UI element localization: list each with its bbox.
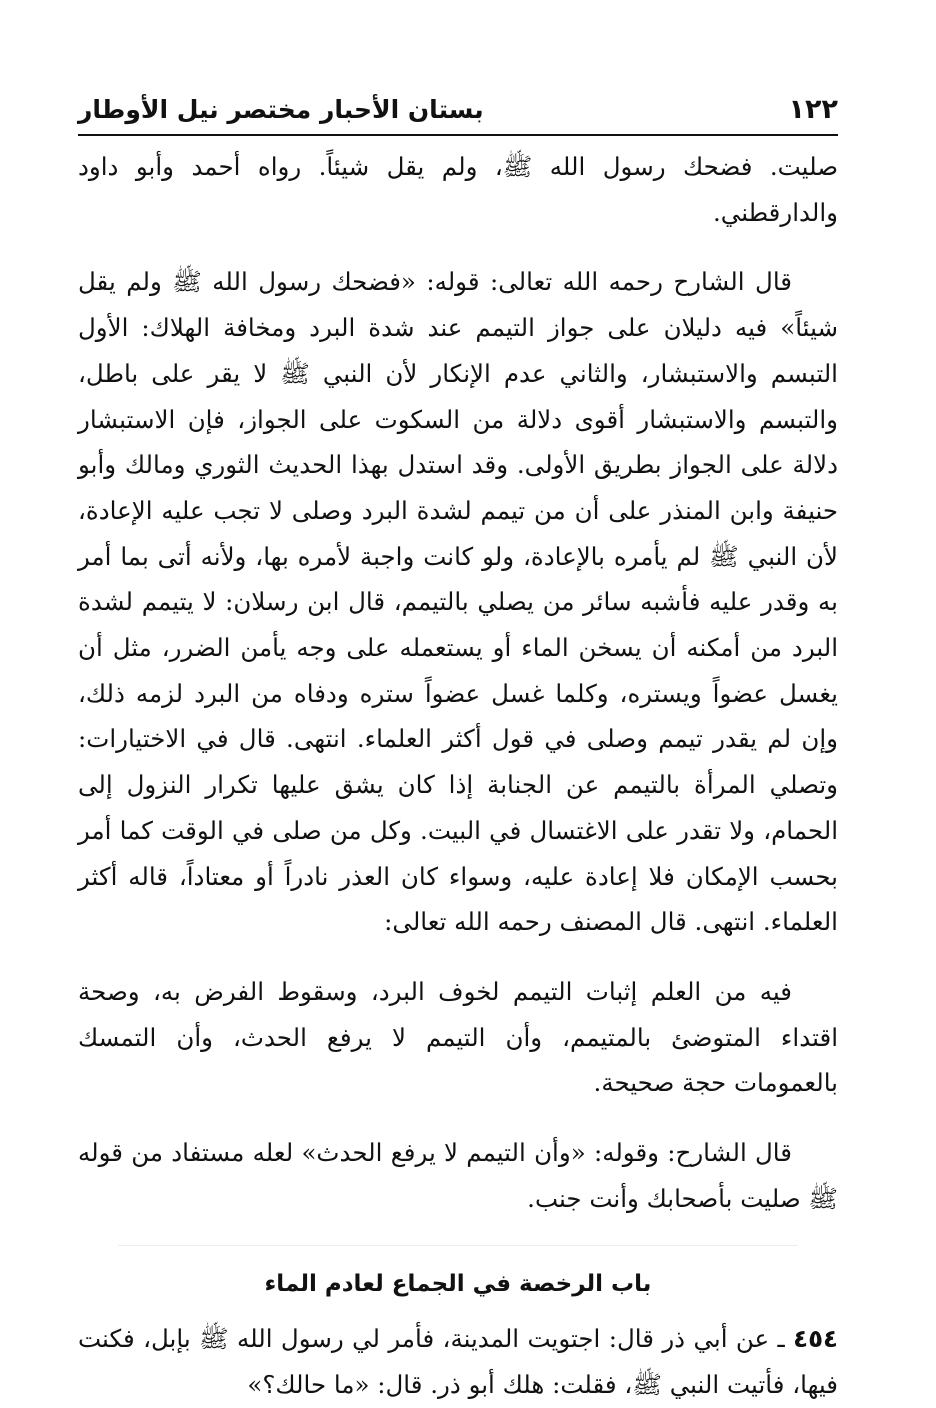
hadith-text: ـ عن أبي ذر قال: اجتويت المدينة، فأمر لي رسول الله ﷺ بإبل، فكنت فيها، فأتيت النبي ﷺ، فقلت: هلك أبو ذر. قال: «ما حالك؟» — [78, 1324, 838, 1400]
section-divider — [118, 1245, 798, 1246]
book-page — [78, 86, 838, 1408]
paragraph-gap — [78, 945, 838, 969]
chapter-heading: باب الرخصة في الجماع لعادم الماء — [264, 1271, 652, 1298]
paragraph-gap — [78, 1106, 838, 1130]
paragraph-gap — [78, 235, 838, 259]
paragraph-author-benefits: فيه من العلم إثبات التيمم لخوف البرد، وسقوط الفرض به، وصحة اقتداء المتوضئ بالمتيمم، وأن التيمم لا يرفع الحدث، وأن التمسك بالعمومات حجة صحيحة. — [78, 976, 838, 1098]
book-title: بستان الأحبار مختصر نيل الأوطار — [78, 95, 484, 124]
hadith-number: ٤٥٤ — [793, 1324, 838, 1354]
paragraph-commentary: قال الشارح رحمه الله تعالى: قوله: «فضحك رسول الله ﷺ ولم يقل شيئاً» فيه دليلان على جواز التيمم عند شدة البرد ومخافة الهلاك: الأول التبسم والاستبشار، والثاني عدم الإنكار لأن النبي ﷺ لا يقر على باطل، والتبسم والاستبشار أقوى دلالة من السكوت على الجواز، فإن الاستبشار دلالة على الجواز بطريق الأولى. وقد استدل بهذا الحديث الثوري ومالك وأبو حنيفة وابن المنذر على أن من تيمم لشدة البرد وصلى لا تجب عليه الإعادة، لأن النبي ﷺ لم يأمره بالإعادة، ولو كانت واجبة لأمره بها، ولأنه أتى بما أمر به وقدر عليه فأشبه سائر من يصلي بالتيمم، قال ابن رسلان: لا يتيمم لشدة البرد من أمكنه أن يسخن الماء أو يستعمله على وجه يأمن الضرر، مثل أن يغسل عضواً ويستره، وكلما غسل عضواً ستره ودفاه من البرد لزمه ذلك، وإن لم يقدر تيمم وصلى في قول أكثر العلماء. انتهى. قال في الاختيارات: وتصلي المرأة بالتيمم عن الجنابة إذا كان يشق عليها تكرار النزول إلى الحمام، ولا تقدر على الاغتسال في البيت. وكل من صلى في الوقت كما أمر بحسب الإمكان فلا إعادة عليه، وسواء كان العذر نادراً أو معتاداً، قاله أكثر العلماء. انتهى. قال المصنف رحمه الله تعالى: — [78, 267, 838, 937]
page-body — [78, 144, 838, 1408]
paragraph-commentary-note: قال الشارح: وقوله: «وأن التيمم لا يرفع الحدث» لعله مستفاد من قوله ﷺ صليت بأصحابك وأنت جنب. — [78, 1138, 838, 1213]
paragraph-hadith-454 — [78, 1316, 838, 1407]
paragraph-hadith-end: صليت. فضحك رسول الله ﷺ، ولم يقل شيئاً. رواه أحمد وأبو داود والدارقطني. — [78, 152, 838, 227]
running-header — [78, 86, 838, 136]
page-number: ١٢٢ — [788, 94, 838, 125]
